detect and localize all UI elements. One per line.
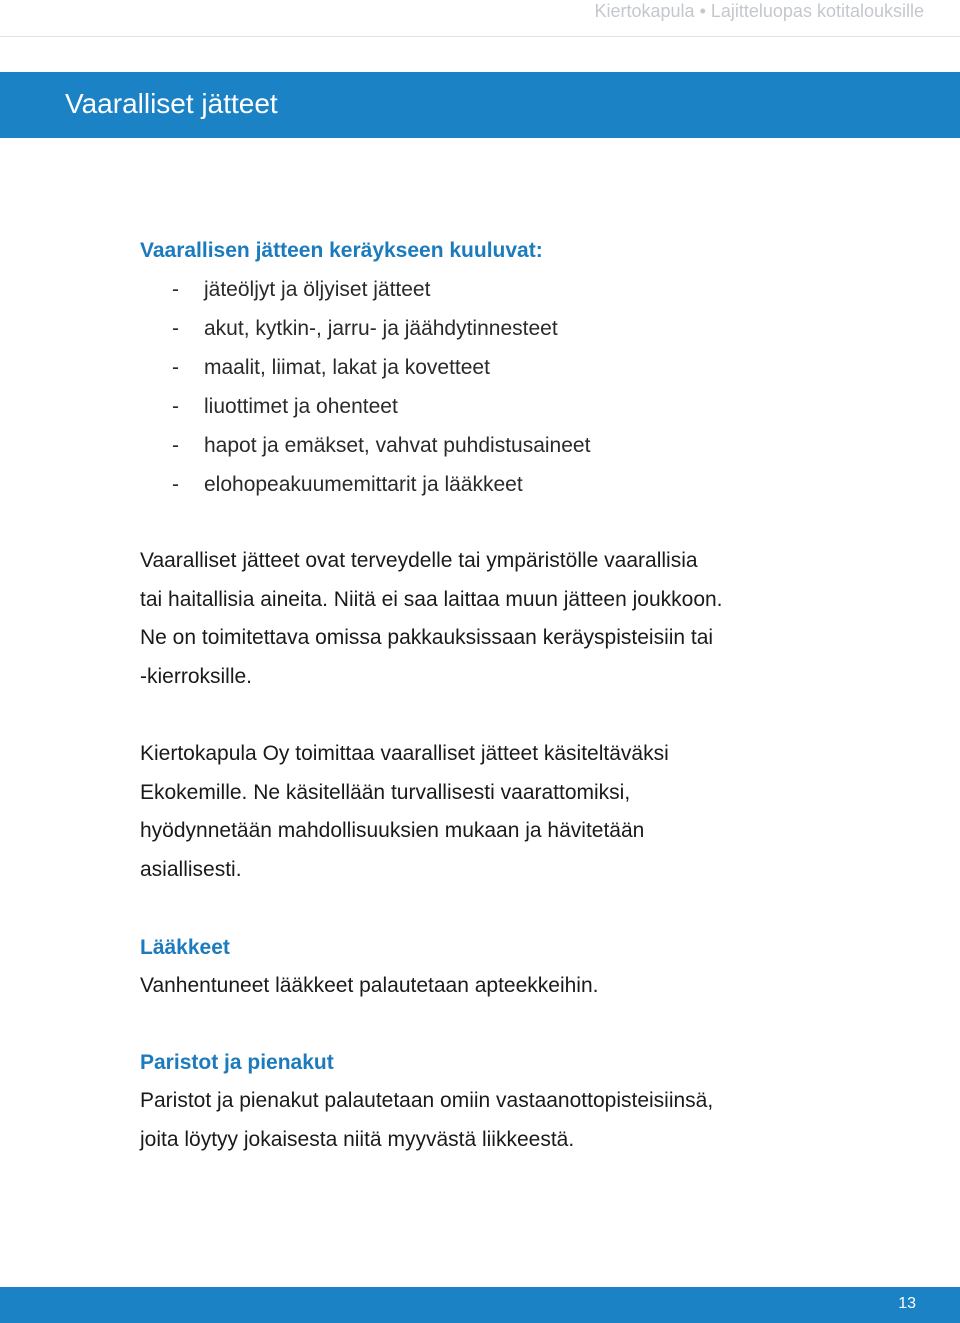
paragraph-line: hyödynnetään mahdollisuuksien mukaan ja hävitetään [140, 819, 645, 843]
page-number: 13 [898, 1295, 916, 1312]
list-item [140, 348, 920, 387]
list-item-text: maalit, liimat, lakat ja kovetteet [204, 356, 490, 379]
list-item [140, 387, 920, 426]
paragraph-line: Paristot ja pienakut palautetaan omiin vastaanottopisteisiinsä, [140, 1089, 714, 1113]
paragraph-line: Ekokemille. Ne käsitellään turvallisesti vaarattomiksi, [140, 780, 631, 804]
list-dash: - [172, 278, 179, 301]
list-dash: - [172, 395, 179, 418]
paragraph-line: -kierroksille. [140, 665, 253, 689]
list-item-text: hapot ja emäkset, vahvat puhdistusaineet [204, 434, 591, 457]
list-item-text: jäteöljyt ja öljyiset jätteet [204, 278, 431, 301]
paragraph-batteries [140, 1082, 920, 1159]
list-dash: - [172, 317, 179, 340]
paragraph-line: tai haitallisia aineita. Niitä ei saa laittaa muun jätteen joukkoon. [140, 587, 723, 611]
list-item [140, 465, 920, 504]
paragraph-line: Ne on toimitettava omissa pakkauksissaan keräyspisteisiin tai [140, 626, 714, 650]
section-heading-collection: Vaarallisen jätteen keräykseen kuuluvat: [140, 239, 543, 262]
paragraph-line: Vanhentuneet lääkkeet palautetaan apteekkeihin. [140, 973, 599, 997]
section-heading-batteries: Paristot ja pienakut [140, 1051, 334, 1075]
main-content [140, 232, 920, 1160]
running-header [0, 0, 960, 37]
title-banner [0, 72, 960, 138]
paragraph-hazard-info [140, 542, 920, 697]
paragraph-line: Vaaralliset jätteet ovat terveydelle tai ympäristölle vaarallisia [140, 549, 698, 572]
paragraph-line: Kiertokapula Oy toimittaa vaaralliset jätteet käsiteltäväksi [140, 741, 669, 765]
list-item [140, 270, 920, 309]
paragraph-medicines [140, 967, 920, 1006]
list-dash: - [172, 356, 179, 379]
list-item [140, 309, 920, 348]
list-dash: - [172, 473, 179, 496]
running-header-text: Kiertokapula • Lajitteluopas kotitalouksille [594, 1, 924, 21]
list-item-text: elohopeakuumemittarit ja lääkkeet [204, 473, 523, 496]
list-item-text: akut, kytkin-, jarru- ja jäähdytinnesteet [204, 317, 558, 340]
list-item [140, 426, 920, 465]
paragraph-processing [140, 735, 920, 890]
page-title: Vaaralliset jätteet [65, 88, 278, 119]
paragraph-line: joita löytyy jokaisesta niitä myyvästä liikkeestä. [140, 1128, 575, 1152]
footer-bar [0, 1287, 960, 1323]
paragraph-line: asiallisesti. [140, 857, 242, 881]
hazardous-waste-list [140, 270, 920, 504]
list-item-text: liuottimet ja ohenteet [204, 395, 398, 418]
section-heading-medicines: Lääkkeet [140, 935, 230, 959]
list-dash: - [172, 434, 179, 457]
